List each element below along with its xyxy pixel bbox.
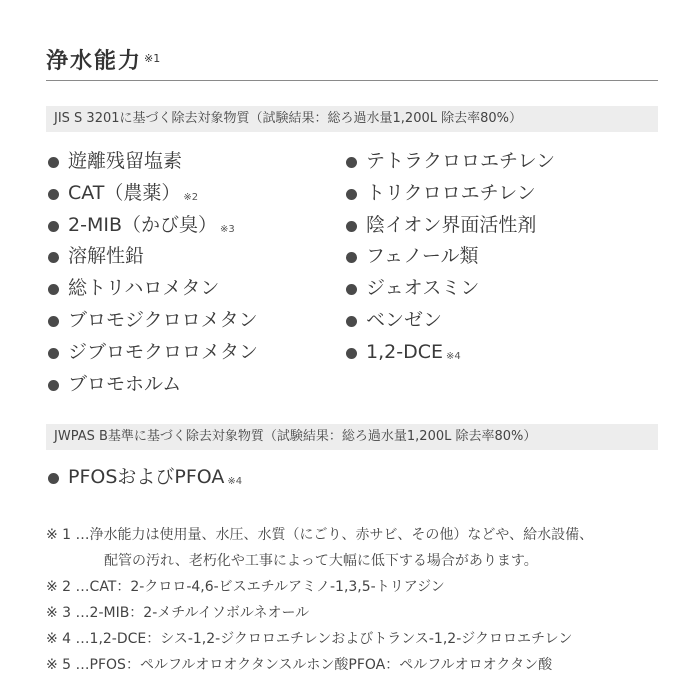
substance-item: フェノール類 <box>344 241 558 273</box>
jis-substance-list-right <box>344 146 558 369</box>
substance-item: 遊離残留塩素 <box>46 146 261 178</box>
substance-item: ジブロモクロロメタン <box>46 337 261 369</box>
jis-substance-list-left <box>46 146 261 400</box>
title-text: 浄水能力 <box>46 49 143 74</box>
substance-item: CAT（農薬） $^{※2}$ <box>46 178 261 210</box>
page-title <box>46 44 160 75</box>
jis-standard-bar: JIS S 3201に基づく除去対象物質（試験結果：総ろ過水量1,200L 除去率80%） <box>46 106 658 132</box>
title-divider <box>46 80 658 81</box>
footnotes <box>46 522 686 678</box>
substance-item: ブロモジクロロメタン <box>46 305 261 337</box>
substance-item: ブロモホルム <box>46 369 261 401</box>
substance-item: 陰イオン界面活性剤 <box>344 210 558 242</box>
substance-item: ジェオスミン <box>344 273 558 305</box>
title-footnote-mark: ※1 <box>144 52 161 65</box>
footnote-continuation: 配管の汚れ、老朽化や工事によって大幅に低下する場合があります。 <box>104 553 538 569</box>
footnote: ※ 4 …1,2-DCE：シス-1,2-ジクロロエチレンおよびトランス-1,2-ジクロロエチレン <box>46 631 573 647</box>
footnote: ※ 5 …PFOS：ペルフルオロオクタンスルホン酸PFOA：ペルフルオロオクタン酸 <box>46 657 553 673</box>
substance-item: 溶解性鉛 <box>46 241 261 273</box>
substance-item: 1,2-DCE $^{※4}$ <box>344 337 558 369</box>
jwpas-standard-bar: JWPAS B基準に基づく除去対象物質（試験結果：総ろ過水量1,200L 除去率80%） <box>46 424 658 450</box>
substance-item: テトラクロロエチレン <box>344 146 558 178</box>
footnote: ※ 1 …浄水能力は使用量、水圧、水質（にごり、赤サビ、その他）などや、給水設備、 <box>46 527 594 543</box>
substance-item: 2-MIB（かび臭） $^{※3}$ <box>46 210 261 242</box>
footnote: ※ 2 …CAT：2-クロロ-4,6-ビスエチルアミノ-1,3,5-トリアジン <box>46 579 445 595</box>
substance-item: トリクロロエチレン <box>344 178 558 210</box>
substance-item: ベンゼン <box>344 305 558 337</box>
jwpas-substance-list <box>46 462 242 494</box>
substance-item: PFOSおよびPFOA $^{※4}$ <box>46 462 242 494</box>
substance-item: 総トリハロメタン <box>46 273 261 305</box>
footnote: ※ 3 …2-MIB：2-メチルイソボルネオール <box>46 605 310 621</box>
